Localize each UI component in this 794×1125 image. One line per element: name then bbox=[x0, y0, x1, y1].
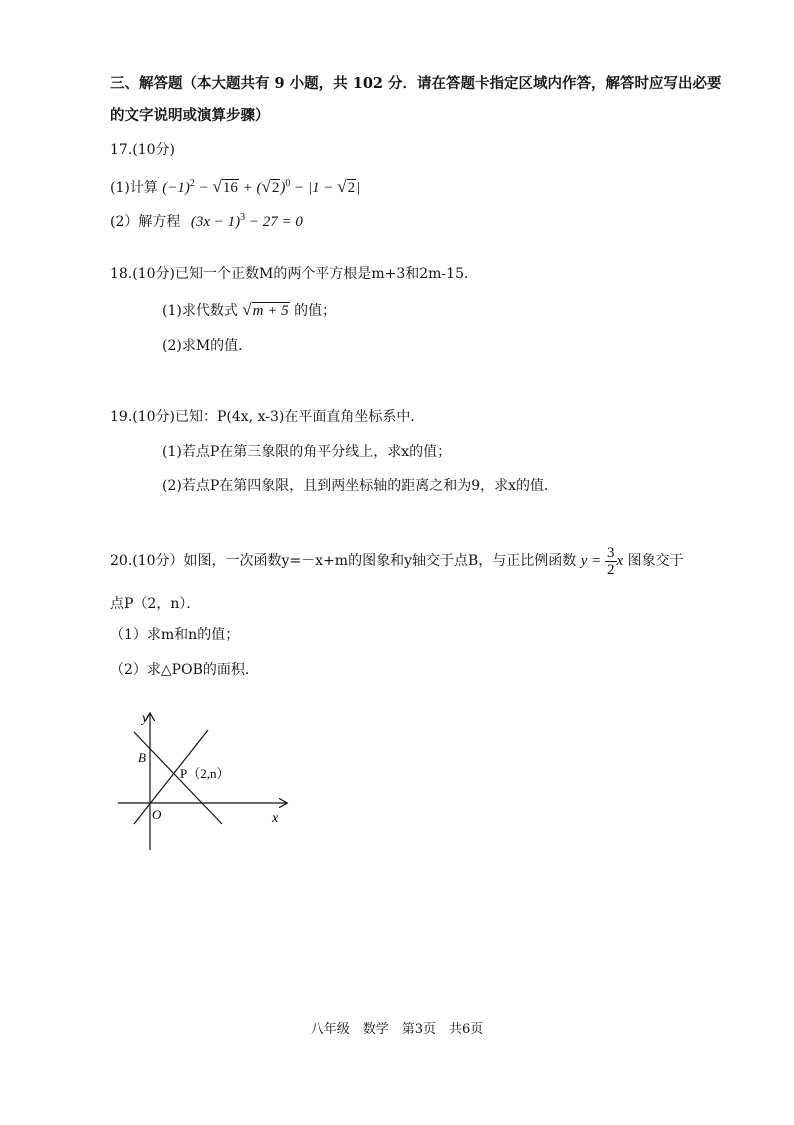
q19-text: 19.(10分)已知：P(4x, x-3)在平面直角坐标系中． bbox=[110, 409, 425, 425]
q20-text-b: 图象交于 bbox=[627, 552, 684, 569]
q18-part1 bbox=[162, 300, 336, 321]
page-footer: 八年级 数学 第3页 共6页 bbox=[310, 1022, 484, 1037]
q18-part1-b: 的值； bbox=[294, 303, 337, 319]
q17-part1 bbox=[110, 174, 360, 198]
label-p: P（2,n） bbox=[180, 766, 230, 781]
q19-part2: (2)若点P在第四象限，且到两坐标轴的距离之和为9，求x的值． bbox=[162, 478, 559, 494]
section-heading: 三、解答题（本大题共有 9 小题，共 102 分．请在答题卡指定区域内作答，解答时应写出必要 bbox=[110, 75, 722, 92]
q17-part2 bbox=[110, 208, 303, 232]
q17-part2-equation: $(3x - 1)^3 - 27 = 0$ bbox=[190, 212, 303, 230]
label-b: B bbox=[138, 750, 146, 765]
q20-text bbox=[110, 545, 684, 578]
q17-head: 17.(10分) bbox=[110, 142, 176, 158]
label-y: y bbox=[142, 711, 149, 726]
q18-text: 18.(10分)已知一个正数M的两个平方根是m+3和2m-15． bbox=[110, 266, 478, 282]
q18-part1-a: (1)求代数式 bbox=[162, 303, 238, 319]
label-x: x bbox=[272, 811, 279, 826]
q17-part2-label: (2）解方程 bbox=[110, 214, 181, 230]
q20-part1: （1）求m和n的值； bbox=[110, 627, 240, 643]
q18-part1-expression: √m + 5 bbox=[242, 300, 289, 319]
q20-line2: 点P（2，n）． bbox=[110, 596, 201, 612]
q20-part2: （2）求△POB的面积． bbox=[110, 662, 259, 678]
label-o: O bbox=[152, 807, 162, 822]
q20-function: y = $\frac{3}{2}$ x bbox=[580, 545, 624, 578]
q17-part1-label: (1)计算 bbox=[110, 180, 158, 196]
q19-part1: (1)若点P在第三象限的角平分线上，求x的值； bbox=[162, 444, 452, 460]
q20-text-a: 20.(10分）如图，一次函数y=－x+m的图象和y轴交于点B，与正比例函数 bbox=[110, 552, 577, 569]
q20-figure bbox=[110, 700, 300, 860]
q17-part1-expression: $(-1)^2 - √16 + (√2)^0 - |1 - √2|$ bbox=[162, 177, 361, 196]
section-heading-cont: 的文字说明或演算步骤） bbox=[110, 107, 270, 124]
q18-part2: (2)求M的值． bbox=[162, 338, 253, 354]
